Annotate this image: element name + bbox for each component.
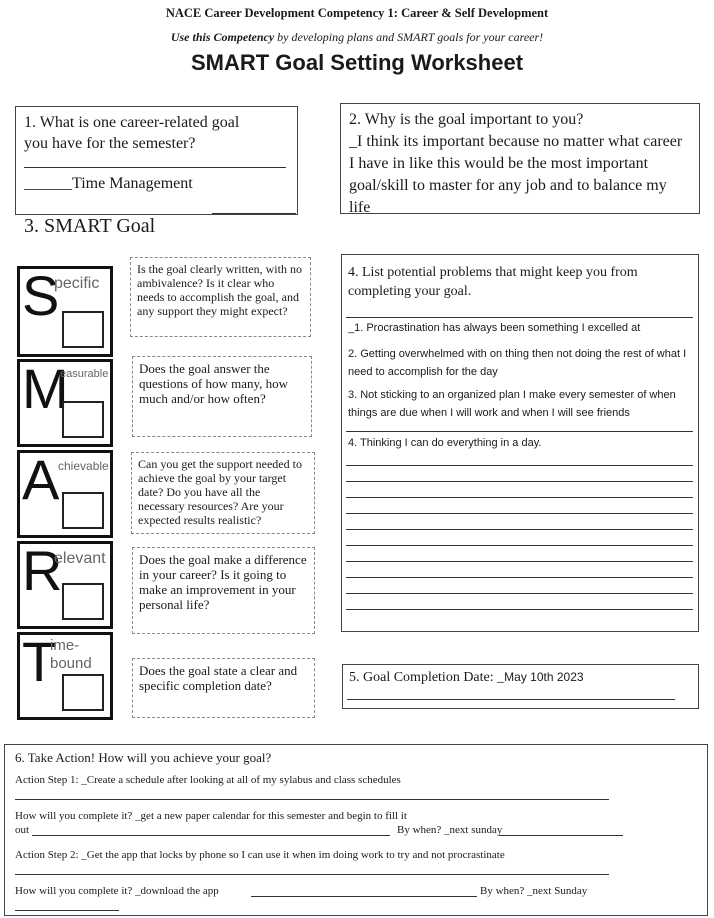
problem-item-1[interactable]: _1. Procrastination has always been something I excelled at — [348, 322, 641, 334]
problems-line — [346, 481, 693, 482]
action-line — [499, 835, 623, 836]
competency-subheading — [0, 30, 714, 45]
smart-letter-specific — [17, 266, 113, 357]
competency-heading: NACE Career Development Competency 1: Career & Self Development — [165, 6, 549, 20]
competency-subheading-rest: by developing plans and SMART goals for your career! — [274, 30, 544, 44]
action-line — [251, 896, 477, 897]
specific-question: Is the goal clearly written, with no ambivalence? Is it clear who needs to accomplish the goal, and any support they might expect? — [130, 257, 311, 337]
specific-checkbox[interactable] — [62, 311, 104, 348]
take-action-box — [4, 744, 708, 916]
completion-date-answer[interactable]: May 10th 2023 — [504, 670, 584, 684]
smart-letter-achievable — [17, 450, 113, 538]
goal-answer[interactable]: ______Time Management — [24, 175, 193, 192]
problem-item-2[interactable]: 2. Getting overwhelmed with on thing then not doing the rest of what I need to accomplish for the day — [348, 348, 687, 378]
completion-date-box — [342, 664, 699, 709]
letter-m-rest: easurable — [60, 368, 109, 380]
problems-line — [346, 497, 693, 498]
completion-date-label: 5. Goal Completion Date: _ — [349, 670, 505, 685]
how-complete-1-continued[interactable]: out — [15, 824, 30, 836]
time-bound-question: Does the goal state a clear and specific completion date? — [132, 658, 315, 718]
goal-question-box — [15, 106, 298, 215]
problems-box — [341, 254, 699, 632]
problem-item-4[interactable]: 4. Thinking I can do everything in a day. — [348, 437, 542, 449]
action-line — [15, 799, 609, 800]
take-action-title: 6. Take Action! How will you achieve your goal? — [15, 750, 272, 765]
goal-question-line2: you have for the semester? — [24, 135, 196, 152]
smart-letter-relevant — [17, 541, 113, 629]
smart-letter-time-bound — [17, 632, 113, 720]
letter-a-rest: chievable — [58, 459, 109, 473]
letter-r: R — [22, 539, 63, 602]
problems-line — [346, 317, 693, 318]
goal-trailing-line — [212, 213, 296, 214]
how-complete-2[interactable]: How will you complete it? _download the app — [15, 885, 219, 897]
page-title: SMART Goal Setting Worksheet — [190, 50, 524, 75]
measurable-question: Does the goal answer the questions of how many, how much and/or how often? — [132, 356, 312, 437]
by-when-2[interactable]: By when? _next Sunday — [480, 885, 588, 897]
letter-r-rest: elevant — [54, 550, 106, 567]
time-bound-checkbox[interactable] — [62, 674, 104, 711]
action-line — [32, 835, 390, 836]
relevant-question: Does the goal make a difference in your career? Is it going to make an improvement in your personal life? — [132, 547, 315, 634]
problems-line — [346, 529, 693, 530]
action-step-2[interactable]: Action Step 2: _Get the app that locks by phone so I can use it when im doing work to try and not procrastinate — [15, 849, 505, 861]
problems-line — [346, 513, 693, 514]
problems-line — [346, 577, 693, 578]
letter-t-rest: ime- bound — [50, 637, 92, 672]
letter-a: A — [22, 448, 60, 511]
achievable-question: Can you get the support needed to achieve the goal by your target date? Do you have all the necessary resources? Are your expected results realistic? — [131, 452, 315, 534]
problems-line — [346, 431, 693, 432]
problems-line — [346, 593, 693, 594]
action-line — [15, 910, 119, 911]
importance-box — [340, 103, 700, 214]
letter-s-rest: pecific — [54, 275, 100, 292]
problems-line — [346, 545, 693, 546]
importance-question: 2. Why is the goal important to you? — [349, 111, 584, 128]
how-complete-1[interactable]: How will you complete it? _get a new paper calendar for this semester and begin to fill it — [15, 810, 407, 822]
smart-letter-measurable — [17, 359, 113, 447]
competency-subheading-bold: Use this Competency — [170, 30, 275, 44]
importance-answer[interactable]: _I think its important because no matter what career I have in like this would be the most important goal/skill to master for any job and to balance my life — [349, 133, 683, 216]
problems-line — [346, 561, 693, 562]
completion-date-line — [347, 699, 675, 700]
relevant-checkbox[interactable] — [62, 583, 104, 620]
by-when-1[interactable]: By when? _next sunday — [397, 824, 503, 836]
letter-s: S — [22, 264, 60, 327]
goal-question-line1: 1. What is one career-related goal — [24, 114, 240, 131]
problems-line — [346, 609, 693, 610]
action-line — [15, 874, 609, 875]
letter-t: T — [22, 630, 57, 693]
achievable-checkbox[interactable] — [62, 492, 104, 529]
smart-goal-title: 3. SMART Goal — [24, 215, 156, 237]
problem-item-3[interactable]: 3. Not sticking to an organized plan I make every semester of when things are due when I will work and when I will see friends — [348, 389, 676, 419]
action-step-1[interactable]: Action Step 1: _Create a schedule after looking at all of my sylabus and class schedules — [15, 774, 401, 786]
measurable-checkbox[interactable] — [62, 401, 104, 438]
problems-line — [346, 465, 693, 466]
goal-blank-line — [24, 167, 286, 168]
letter-m: M — [22, 357, 69, 420]
problems-question: 4. List potential problems that might keep you from completing your goal. — [348, 265, 638, 299]
